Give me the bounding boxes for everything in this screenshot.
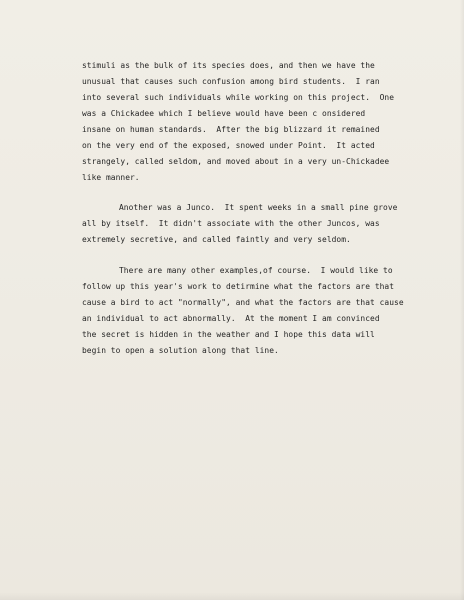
paragraph-2: [82, 200, 398, 248]
text-line: begin to open a solution along that line.: [82, 345, 279, 355]
paragraph-1: [82, 58, 395, 186]
text-line: There are many other examples,of course. I would like to: [119, 265, 393, 275]
typewritten-text-block: [82, 58, 404, 359]
text-line: all by itself. It didn't associate with the other Juncos, was: [82, 219, 380, 229]
text-line: an individual to act abnormally. At the moment I am convinced: [82, 313, 380, 323]
text-line: on the very end of the exposed, snowed under Point. It acted: [82, 141, 375, 151]
text-line: extremely secretive, and called faintly and very seldom.: [82, 235, 351, 245]
page-bottom-shadow: [0, 592, 464, 600]
text-line: the secret is hidden in the weather and I hope this data will: [82, 329, 375, 339]
paragraph-spacer: [82, 186, 382, 200]
text-line: insane on human standards. After the big blizzard it remained: [82, 125, 380, 135]
text-line: follow up this year's work to detirmine what the factors are that: [82, 281, 395, 291]
text-line: unusual that causes such confusion among bird students. I ran: [82, 77, 380, 87]
text-line: into several such individuals while working on this project. One: [82, 93, 395, 103]
paragraph-3: [82, 263, 404, 359]
paragraph-spacer: [82, 249, 382, 263]
text-line: Another was a Junco. It spent weeks in a small pine grove: [119, 203, 398, 213]
text-line: cause a bird to act "normally", and what the factors are that cause: [82, 297, 404, 307]
text-line: stimuli as the bulk of its species does, and then we have the: [82, 61, 375, 70]
text-line: like manner.: [82, 173, 140, 183]
text-line: was a Chickadee which I believe would have been c onsidered: [82, 109, 366, 119]
page-edge-shadow: [460, 0, 464, 600]
text-line: strangely, called seldom, and moved about in a very un-Chickadee: [82, 157, 390, 167]
